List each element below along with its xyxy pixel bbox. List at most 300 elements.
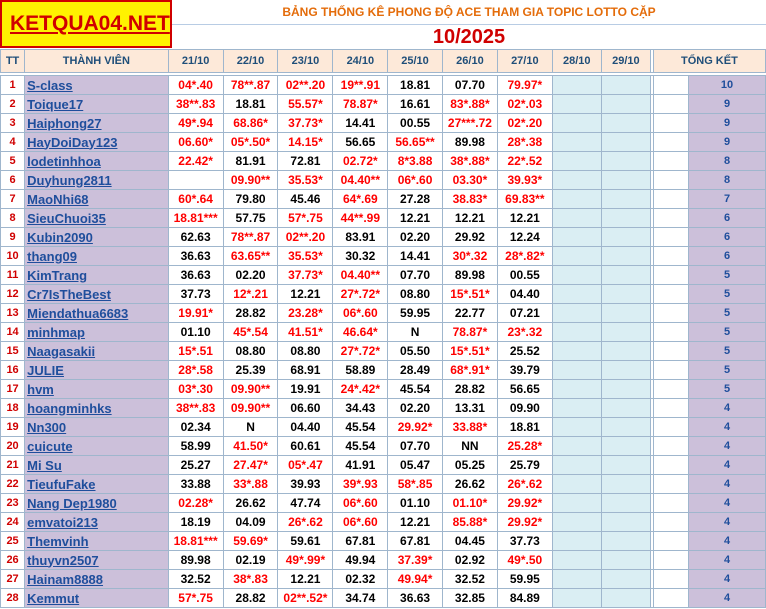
member-name[interactable]: S-class	[25, 76, 168, 95]
result-cell: 26.62	[442, 475, 497, 494]
result-cell: 23*.32	[497, 323, 552, 342]
total-count: 5	[689, 380, 766, 399]
result-cell: 18.19	[168, 513, 223, 532]
result-cell: 78**.87	[223, 228, 278, 247]
result-cell: 81.91	[223, 152, 278, 171]
row-number: 1	[1, 76, 25, 95]
result-cell: 38*.88*	[442, 152, 497, 171]
table-row	[1, 323, 766, 342]
empty-cell	[552, 399, 601, 418]
empty-cell	[601, 152, 650, 171]
empty-cell	[552, 532, 601, 551]
result-cell: 09.90**	[223, 399, 278, 418]
result-cell: NN	[442, 437, 497, 456]
header-date: 29/10	[601, 50, 650, 73]
result-cell: 06*.60	[333, 494, 388, 513]
member-name[interactable]: Naagasakii	[25, 342, 168, 361]
result-cell: 49*.94	[168, 114, 223, 133]
result-cell: 35.53*	[278, 171, 333, 190]
header-row	[1, 50, 766, 73]
result-cell: 12.21	[388, 209, 443, 228]
result-cell: 28*.58	[168, 361, 223, 380]
result-cell: 35.53*	[278, 247, 333, 266]
member-name[interactable]: hoangminhks	[25, 399, 168, 418]
table-row	[1, 285, 766, 304]
result-cell: 29.92*	[497, 494, 552, 513]
result-cell: 68.86*	[223, 114, 278, 133]
header-total: TỔNG KẾT	[653, 50, 765, 73]
empty-cell	[601, 171, 650, 190]
result-cell: 06*.60	[333, 513, 388, 532]
result-cell: 56.65	[333, 133, 388, 152]
result-cell: 13.31	[442, 399, 497, 418]
row-number: 2	[1, 95, 25, 114]
total-count: 8	[689, 152, 766, 171]
total-spacer-cell	[653, 76, 688, 95]
member-name[interactable]: JULIE	[25, 361, 168, 380]
result-cell: 38.83*	[442, 190, 497, 209]
table-row	[1, 475, 766, 494]
result-cell: 45.54	[388, 380, 443, 399]
row-number: 9	[1, 228, 25, 247]
total-spacer-cell	[653, 171, 688, 190]
row-number: 3	[1, 114, 25, 133]
table-row	[1, 133, 766, 152]
empty-cell	[552, 228, 601, 247]
result-cell: 39.93*	[497, 171, 552, 190]
member-name[interactable]: MaoNhi68	[25, 190, 168, 209]
result-cell: 56.65	[497, 380, 552, 399]
member-name[interactable]: thang09	[25, 247, 168, 266]
result-cell: 02.92	[442, 551, 497, 570]
empty-cell	[552, 342, 601, 361]
member-name[interactable]: Kemmut	[25, 589, 168, 608]
total-count: 4	[689, 532, 766, 551]
empty-cell	[601, 418, 650, 437]
result-cell: 36.63	[168, 247, 223, 266]
result-cell: 22*.52	[497, 152, 552, 171]
result-cell: 39.79	[497, 361, 552, 380]
result-cell: 45.46	[278, 190, 333, 209]
row-number: 24	[1, 513, 25, 532]
row-number: 10	[1, 247, 25, 266]
empty-cell	[601, 551, 650, 570]
empty-cell	[601, 247, 650, 266]
result-cell: 37.73*	[278, 266, 333, 285]
result-cell: 28.82	[223, 589, 278, 608]
result-cell: 18.81***	[168, 209, 223, 228]
result-cell: 27.28	[388, 190, 443, 209]
result-cell: 68.91	[278, 361, 333, 380]
result-cell: 34.74	[333, 589, 388, 608]
result-cell: 12.24	[497, 228, 552, 247]
result-cell: 22.77	[442, 304, 497, 323]
row-number: 15	[1, 342, 25, 361]
month-label: 10/2025	[432, 26, 506, 48]
total-spacer-cell	[653, 114, 688, 133]
result-cell: 14.15*	[278, 133, 333, 152]
total-spacer-cell	[653, 589, 688, 608]
result-cell: 04.45	[442, 532, 497, 551]
member-name[interactable]: Haiphong27	[25, 114, 168, 133]
result-cell: 26.62	[223, 494, 278, 513]
result-cell: 02*.20	[497, 114, 552, 133]
total-count: 8	[689, 171, 766, 190]
total-spacer-cell	[653, 95, 688, 114]
result-cell: 78.87*	[442, 323, 497, 342]
result-cell: 68*.91*	[442, 361, 497, 380]
empty-cell	[601, 570, 650, 589]
result-cell: 59.69*	[223, 532, 278, 551]
result-cell: 25.52	[497, 342, 552, 361]
result-cell: 19.91	[278, 380, 333, 399]
result-cell: 27***.72	[442, 114, 497, 133]
result-cell: 25.28*	[497, 437, 552, 456]
total-spacer-cell	[653, 475, 688, 494]
member-name[interactable]: Miendathua6683	[25, 304, 168, 323]
result-cell: 28.49	[388, 361, 443, 380]
result-cell: 08.80	[388, 285, 443, 304]
table-row	[1, 266, 766, 285]
site-logo	[0, 0, 172, 48]
member-name[interactable]: Mi Su	[25, 456, 168, 475]
table-title: BẢNG THỐNG KÊ PHONG ĐỘ ACE THAM GIA TOPIC LOTTO CẶP	[282, 5, 656, 19]
member-name[interactable]: emvatoi213	[25, 513, 168, 532]
total-count: 6	[689, 247, 766, 266]
result-cell: 06*.60	[333, 304, 388, 323]
empty-cell	[552, 171, 601, 190]
member-name[interactable]: Toique17	[25, 95, 168, 114]
header-date: 23/10	[278, 50, 333, 73]
row-number: 18	[1, 399, 25, 418]
empty-cell	[601, 190, 650, 209]
result-cell: 79.80	[223, 190, 278, 209]
result-cell: 02**.20	[278, 228, 333, 247]
member-name[interactable]: Duyhung2811	[25, 171, 168, 190]
table-row	[1, 418, 766, 437]
empty-cell	[601, 76, 650, 95]
empty-cell	[552, 418, 601, 437]
result-cell: 39.93	[278, 475, 333, 494]
empty-cell	[552, 323, 601, 342]
result-cell: 37.73	[497, 532, 552, 551]
table-row	[1, 190, 766, 209]
table-row	[1, 513, 766, 532]
result-cell: 02*.03	[497, 95, 552, 114]
result-cell: 29.92	[442, 228, 497, 247]
total-count: 6	[689, 228, 766, 247]
result-cell: 02.72*	[333, 152, 388, 171]
result-cell: 04.40**	[333, 171, 388, 190]
row-number: 8	[1, 209, 25, 228]
result-cell: 32.52	[168, 570, 223, 589]
empty-cell	[552, 494, 601, 513]
result-cell: 04*.40	[168, 76, 223, 95]
result-cell: 02.20	[388, 228, 443, 247]
member-name[interactable]: Themvinh	[25, 532, 168, 551]
empty-cell	[552, 95, 601, 114]
result-cell: 08.80	[223, 342, 278, 361]
result-cell: 58*.85	[388, 475, 443, 494]
total-spacer-cell	[653, 551, 688, 570]
empty-cell	[552, 456, 601, 475]
member-name[interactable]: hvm	[25, 380, 168, 399]
result-cell: 44**.99	[333, 209, 388, 228]
result-cell: 06.60*	[168, 133, 223, 152]
total-count: 9	[689, 133, 766, 152]
member-name[interactable]: KimTrang	[25, 266, 168, 285]
result-cell: 07.70	[388, 266, 443, 285]
total-count: 5	[689, 304, 766, 323]
result-cell: 25.27	[168, 456, 223, 475]
result-cell: 67.81	[388, 532, 443, 551]
total-spacer-cell	[653, 399, 688, 418]
row-number: 4	[1, 133, 25, 152]
result-cell: 60*.64	[168, 190, 223, 209]
empty-cell	[601, 304, 650, 323]
result-cell: 22.42*	[168, 152, 223, 171]
total-count: 4	[689, 418, 766, 437]
result-cell: 23.28*	[278, 304, 333, 323]
result-cell: 29.92*	[497, 513, 552, 532]
empty-cell	[601, 380, 650, 399]
total-count: 4	[689, 513, 766, 532]
result-cell: 58.99	[168, 437, 223, 456]
result-cell: 25.39	[223, 361, 278, 380]
header-date: 22/10	[223, 50, 278, 73]
result-cell: 78**.87	[223, 76, 278, 95]
result-cell: 12.21	[278, 570, 333, 589]
row-number: 22	[1, 475, 25, 494]
member-name[interactable]: TieufuFake	[25, 475, 168, 494]
empty-cell	[601, 285, 650, 304]
result-cell: 37.39*	[388, 551, 443, 570]
total-count: 5	[689, 323, 766, 342]
result-cell: 59.95	[497, 570, 552, 589]
empty-cell	[552, 437, 601, 456]
result-cell: 37.73*	[278, 114, 333, 133]
result-cell: 57*.75	[168, 589, 223, 608]
member-name[interactable]: Hainam8888	[25, 570, 168, 589]
header-date: 27/10	[497, 50, 552, 73]
empty-cell	[552, 551, 601, 570]
total-spacer-cell	[653, 228, 688, 247]
table-row	[1, 437, 766, 456]
member-name[interactable]: thuyvn2507	[25, 551, 168, 570]
total-count: 5	[689, 342, 766, 361]
empty-cell	[552, 209, 601, 228]
result-cell: N	[388, 323, 443, 342]
result-cell: 01.10	[388, 494, 443, 513]
empty-cell	[601, 494, 650, 513]
result-cell: 83.91	[333, 228, 388, 247]
total-spacer-cell	[653, 209, 688, 228]
result-cell: 04.40**	[333, 266, 388, 285]
result-cell: 02.20	[388, 399, 443, 418]
row-number: 5	[1, 152, 25, 171]
member-name[interactable]: Nn300	[25, 418, 168, 437]
result-cell: 04.09	[223, 513, 278, 532]
table-row	[1, 589, 766, 608]
result-cell: 37.73	[168, 285, 223, 304]
member-name[interactable]: HayDoiDay123	[25, 133, 168, 152]
row-number: 16	[1, 361, 25, 380]
result-cell: 28.82	[223, 304, 278, 323]
header-tt: TT	[1, 50, 25, 73]
row-number: 19	[1, 418, 25, 437]
member-name[interactable]: SieuChuoi35	[25, 209, 168, 228]
result-cell: 27*.72*	[333, 342, 388, 361]
result-cell: 27.47*	[223, 456, 278, 475]
result-cell: 36.63	[168, 266, 223, 285]
result-cell: 25.79	[497, 456, 552, 475]
member-name[interactable]: Nang Dep1980	[25, 494, 168, 513]
row-number: 27	[1, 570, 25, 589]
result-cell: 07.70	[442, 76, 497, 95]
empty-cell	[601, 589, 650, 608]
table-row	[1, 209, 766, 228]
total-spacer-cell	[653, 247, 688, 266]
result-cell: 15*.51*	[442, 285, 497, 304]
result-cell: 12.21	[442, 209, 497, 228]
result-cell: 01.10	[168, 323, 223, 342]
result-cell: 28*.82*	[497, 247, 552, 266]
total-spacer-cell	[653, 304, 688, 323]
result-cell: 69.83**	[497, 190, 552, 209]
result-cell: 41.91	[333, 456, 388, 475]
stats-table	[0, 49, 766, 608]
empty-cell	[601, 228, 650, 247]
empty-cell	[601, 532, 650, 551]
result-cell: 28*.38	[497, 133, 552, 152]
result-cell: 19**.91	[333, 76, 388, 95]
member-name[interactable]: Kubin2090	[25, 228, 168, 247]
row-number: 21	[1, 456, 25, 475]
row-number: 23	[1, 494, 25, 513]
result-cell: 02.19	[223, 551, 278, 570]
result-cell: 26*.62	[278, 513, 333, 532]
result-cell: 49.94	[333, 551, 388, 570]
member-name[interactable]: minhmap	[25, 323, 168, 342]
header-date: 21/10	[168, 50, 223, 73]
logo-text: KETQUA04.NET	[10, 12, 170, 35]
total-spacer-cell	[653, 418, 688, 437]
month-box	[172, 25, 766, 49]
result-cell: 45.54	[333, 437, 388, 456]
total-count: 7	[689, 190, 766, 209]
member-name[interactable]: cuicute	[25, 437, 168, 456]
result-cell: 63.65**	[223, 247, 278, 266]
total-spacer-cell	[653, 342, 688, 361]
result-cell: 32.52	[442, 570, 497, 589]
total-count: 5	[689, 361, 766, 380]
member-name[interactable]: Cr7IsTheBest	[25, 285, 168, 304]
table-row	[1, 152, 766, 171]
result-cell: 09.90	[497, 399, 552, 418]
result-cell: 36.63	[388, 589, 443, 608]
total-count: 4	[689, 399, 766, 418]
total-count: 9	[689, 95, 766, 114]
header-date: 26/10	[442, 50, 497, 73]
result-cell: 46.64*	[333, 323, 388, 342]
total-spacer-cell	[653, 323, 688, 342]
result-cell: 12.21	[278, 285, 333, 304]
result-cell: 41.51*	[278, 323, 333, 342]
member-name[interactable]: lodetinhhoa	[25, 152, 168, 171]
empty-cell	[601, 513, 650, 532]
result-cell: 05.50	[388, 342, 443, 361]
result-cell: 32.85	[442, 589, 497, 608]
result-cell: 05*.50*	[223, 133, 278, 152]
result-cell: 58.89	[333, 361, 388, 380]
empty-cell	[552, 380, 601, 399]
result-cell: 59.61	[278, 532, 333, 551]
total-count: 4	[689, 570, 766, 589]
total-spacer-cell	[653, 456, 688, 475]
result-cell: 06*.60	[388, 171, 443, 190]
total-spacer-cell	[653, 437, 688, 456]
result-cell: 05.25	[442, 456, 497, 475]
result-cell: 85.88*	[442, 513, 497, 532]
empty-cell	[552, 513, 601, 532]
result-cell: 57.75	[223, 209, 278, 228]
result-cell: 78.87*	[333, 95, 388, 114]
result-cell: 12*.21	[223, 285, 278, 304]
result-cell: 18.81	[388, 76, 443, 95]
empty-cell	[552, 475, 601, 494]
total-spacer-cell	[653, 152, 688, 171]
total-count: 4	[689, 456, 766, 475]
row-number: 17	[1, 380, 25, 399]
result-cell: 89.98	[168, 551, 223, 570]
result-cell: 55.57*	[278, 95, 333, 114]
empty-cell	[601, 209, 650, 228]
row-number: 26	[1, 551, 25, 570]
result-cell: 47.74	[278, 494, 333, 513]
result-cell: 04.40	[278, 418, 333, 437]
total-spacer-cell	[653, 285, 688, 304]
result-cell: 34.43	[333, 399, 388, 418]
result-cell: 19.91*	[168, 304, 223, 323]
result-cell: 18.81***	[168, 532, 223, 551]
result-cell: 28.82	[442, 380, 497, 399]
row-number: 20	[1, 437, 25, 456]
result-cell: 84.89	[497, 589, 552, 608]
total-spacer-cell	[653, 494, 688, 513]
result-cell: 03*.30	[168, 380, 223, 399]
result-cell: 49.94*	[388, 570, 443, 589]
total-count: 9	[689, 114, 766, 133]
result-cell: 09.90**	[223, 380, 278, 399]
table-row	[1, 76, 766, 95]
total-spacer-cell	[653, 190, 688, 209]
result-cell: 05.47	[388, 456, 443, 475]
empty-cell	[601, 342, 650, 361]
result-cell: 79.97*	[497, 76, 552, 95]
result-cell: 45.54	[333, 418, 388, 437]
empty-cell	[601, 114, 650, 133]
result-cell: 49*.99*	[278, 551, 333, 570]
result-cell: 27*.72*	[333, 285, 388, 304]
result-cell: 12.21	[388, 513, 443, 532]
header-date: 24/10	[333, 50, 388, 73]
result-cell: 18.81	[497, 418, 552, 437]
result-cell: 09.90**	[223, 171, 278, 190]
table-row	[1, 114, 766, 133]
total-spacer-cell	[653, 133, 688, 152]
table-title-box	[172, 0, 766, 25]
table-row	[1, 456, 766, 475]
